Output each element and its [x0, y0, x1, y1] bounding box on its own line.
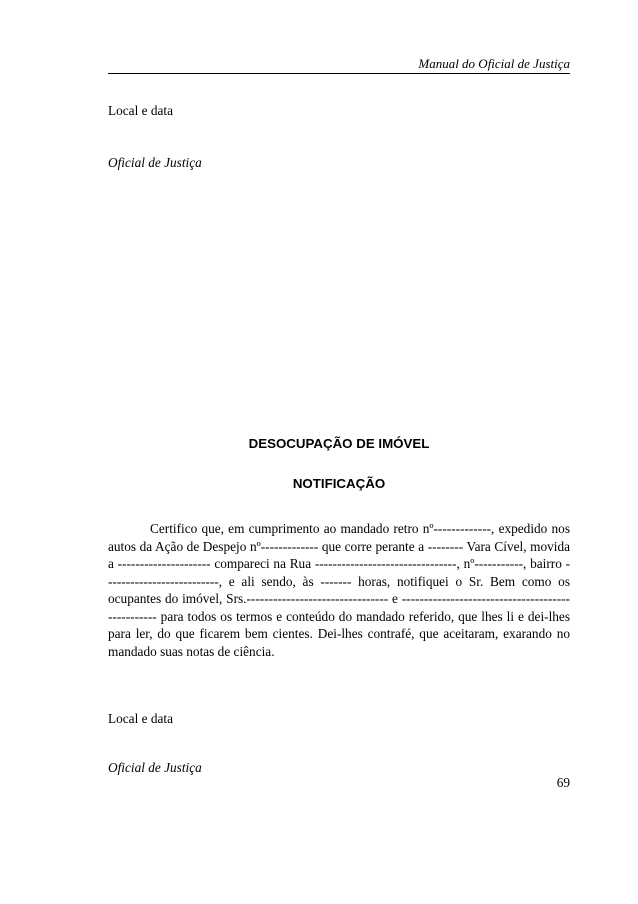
document-subtitle: NOTIFICAÇÃO [292, 476, 386, 491]
bottom-signature-label: Oficial de Justiça [108, 760, 202, 775]
page-number: 69 [556, 775, 570, 790]
document-title: DESOCUPAÇÃO DE IMÓVEL [248, 436, 430, 451]
bottom-place-date: Local e data [108, 711, 173, 726]
running-header: Manual do Oficial de Justiça [418, 56, 570, 71]
top-place-date: Local e data [108, 103, 173, 118]
header-rule [108, 73, 570, 74]
certificate-body [108, 520, 570, 660]
top-signature-label: Oficial de Justiça [108, 155, 202, 170]
certificate-paragraph: Certifico que, em cumprimento ao mandado retro nº-------------, expedido nos autos da Ação de Despejo nº------------- que corre perante a -------- Vara Cível, movida a --------------------- compareci na Rua --------------------------------, nº-----------, bairro --------------------------, e ali sendo, às ------- horas, notifiquei o Sr. Bem como os ocupantes do imóvel, Srs.-------------------------------- e ------------------------------------------------- para todos os termos e conteúdo do mandado referido, que lhes li e dei-lhes para ler, do que ficarem bem cientes. Dei-lhes contrafé, que aceitaram, exarando no mandado suas notas de ciência. [108, 521, 570, 659]
